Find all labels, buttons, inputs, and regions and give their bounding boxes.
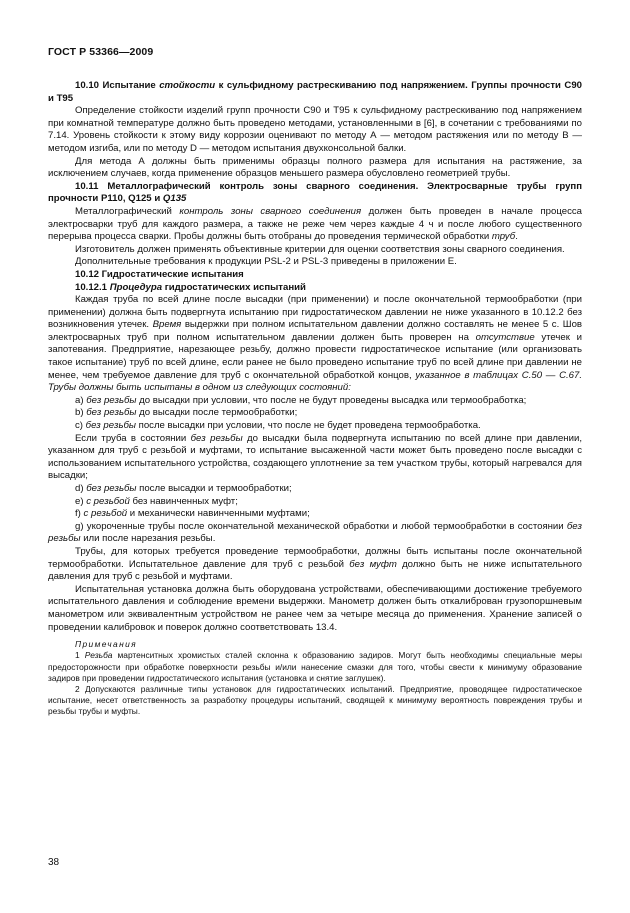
- paragraph: Трубы, для которых требуется проведение термообработки, должны быть испытаны после окончательной термообработки. Испытательное давление для труб с резьбой без муфт должно быть не ниже испытательного давления для труб с резьбой и муфтами.: [48, 545, 582, 583]
- paragraph: Дополнительные требования к продукции PSL-2 и PSL-3 приведены в приложении Е.: [75, 256, 457, 268]
- paragraph: Определение стойкости изделий групп прочности С90 и Т95 к сульфидному растрескиванию под напряжением при комнатной температуре должно быть проведено методами, установленными в [6], в сочетании с требованиями по 7.14. Уровень стойкости к этому виду коррозии оценивают по методу А — методом растяжения или по методу В — методом изгиба, или по методу D — методом испытания двухконсольной балки.: [48, 105, 582, 154]
- list-item: а) без резьбы до высадки при условии, что после не будут проведены высадка или термообработка;: [75, 394, 527, 406]
- list-item: с) без резьбы после высадки при условии, что после не будет проведена термообработка.: [75, 420, 481, 432]
- list-item: е) с резьбой без навинченных муфт;: [75, 495, 238, 507]
- note-item: 1 Резьба мартенситных хромистых сталей склонна к образованию задиров. Могут быть необходимы специальные меры предосторожности при обработке поверхности резьбы и/или нанесение смазки для того, чтобы свести к минимуму образование задиров при проведении гидростатического испытания (установка и снятие заглушек).: [48, 650, 582, 683]
- notes-block: [48, 639, 582, 717]
- list-item: f) с резьбой и механически навинченными муфтами;: [75, 508, 310, 520]
- note-item: 2 Допускаются различные типы установок для гидростатических испытаний. Предприятие, проводящее гидростатическое испытание, несет ответственность за разработку процедуры испытаний, сводящей к минимуму вероятность повреждения трубы и резьбы трубы и муфты.: [48, 683, 582, 717]
- document-header: ГОСТ Р 53366—2009: [48, 46, 154, 58]
- paragraph: Каждая труба по всей длине после высадки (при применении) и после окончательной термообработки (при применении) должна быть подвергнута испытанию при гидростатическом давлении не ниже указанного в 10.12.2 без возникновения утечек. Время выдержки при полном испытательном давлении должно составлять не менее 5 с. Шов электросварных труб при полном испытательном давлении должен быть проверен на отсутствие утечек и запотевания. Предприятие, нарезающее резьбу, должно провести гидростатическое испытание (или организовать такое испытание) труб по всей длине, если ранее не было проведено испытание труб по всей длине при давлении не менее, чем требуемое давление для труб с окончательной обработкой концов, указанное в таблицах С.50 — С.67. Трубы должны быть испытаны в одном из следующих состояний:: [48, 294, 582, 394]
- paragraph: Для метода А должны быть применимы образцы полного размера для испытания на растяжение, за исключением случаев, когда применение образцов меньшего размера обусловлено геометрией трубы.: [48, 155, 582, 180]
- list-item: g) укороченные трубы после окончательной механической обработки и любой термообработки в состоянии без резьбы или после нарезания резьбы.: [48, 520, 582, 545]
- paragraph: Если труба в состоянии без резьбы до высадки была подвергнута испытанию по всей длине при давлении, указанном для труб с резьбой и муфтами, то испытание высаженной части может быть проведено после высадки с использованием испытательного устройства, создающего уплотнение за тем участком трубы, который нагревался для высадки;: [48, 432, 582, 482]
- notes-title: Примечания: [75, 639, 138, 650]
- document-body: [48, 80, 582, 718]
- section-heading-10-12-1: 10.12.1 Процедура гидростатических испытаний: [75, 281, 306, 293]
- paragraph: Изготовитель должен применять объективные критерии для оценки соответствия зоны сварного соединения.: [75, 243, 565, 255]
- paragraph: Испытательная установка должна быть оборудована устройствами, обеспечивающими достижение требуемого испытательного давления и соблюдение времени выдержки. Манометр должен быть откалиброван грузопоршневым манометром или эквивалентным устройством не ранее чем за четыре месяца до применения. Хранение записей о проведении калибровок и поверок должно соответствовать 13.4.: [48, 583, 582, 633]
- page-number: 38: [48, 857, 60, 868]
- section-heading-10-11: 10.11 Металлографический контроль зоны сварного соединения. Электросварные трубы групп прочности Р110, Q125 и Q135: [48, 180, 582, 205]
- paragraph: Металлографический контроль зоны сварного соединения должен быть проведен в начале процесса электросварки труб для каждого размера, а также не реже чем через каждые 4 ч и после любого существенного перерыва процесса сварки. Пробы должны быть отобраны до проведения термической обработки труб.: [48, 205, 583, 243]
- list-item: b) без резьбы до высадки после термообработки;: [75, 407, 298, 419]
- section-heading-10-10: 10.10 Испытание стойкости к сульфидному растрескиванию под напряжением. Группы прочности С90 и Т95: [48, 80, 582, 104]
- list-item: d) без резьбы после высадки и термообработки;: [75, 483, 292, 494]
- section-heading-10-12: 10.12 Гидростатические испытания: [75, 268, 244, 280]
